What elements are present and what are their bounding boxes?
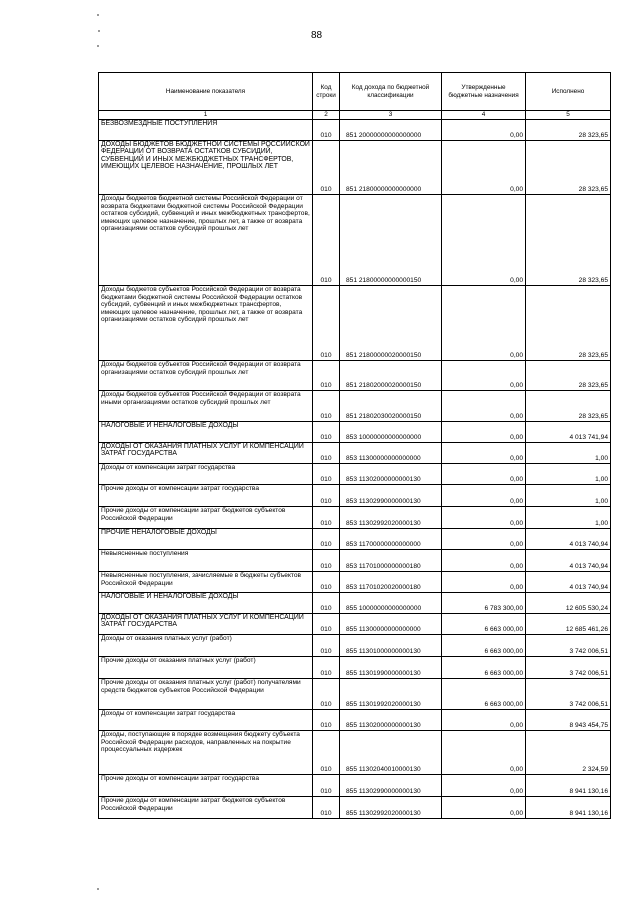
approved-amount-cell: 0,00 (442, 710, 526, 731)
budget-classification-cell: 855 11301992020000130 (340, 679, 442, 710)
table-row (99, 614, 611, 635)
budget-classification-cell: 855 11302990000000130 (340, 775, 442, 797)
table-row (99, 635, 611, 657)
executed-amount-cell: 1,00 (526, 485, 611, 507)
approved-amount-cell: 6 663 000,00 (442, 657, 526, 679)
page-number: 88 (310, 30, 323, 41)
indicator-name-cell: Доходы от компенсации затрат государства (99, 710, 313, 731)
line-code-cell: 010 (313, 679, 340, 710)
budget-classification-cell: 851 21800000020000150 (340, 286, 442, 361)
executed-amount-cell: 8 943 454,75 (526, 710, 611, 731)
table-row (99, 443, 611, 464)
indicator-name-cell: Доходы бюджетов субъектов Российской Федерации от возврата бюджетами бюджетной системы Российской Федерации остатков субсидий, субвенций и иных межбюджетных трансфертов, имеющих целевое назначение, прошлых лет, а также от возврата организациями остатков субсидий прошлых лет (99, 286, 313, 361)
executed-amount-cell: 1,00 (526, 443, 611, 464)
approved-amount-cell: 0,00 (442, 120, 526, 141)
header-indicator-name: Наименование показателя (99, 73, 313, 111)
line-code-cell: 010 (313, 485, 340, 507)
budget-classification-cell: 853 11700000000000000 (340, 529, 442, 550)
indicator-name-cell: БЕЗВОЗМЕЗДНЫЕ ПОСТУПЛЕНИЯ (99, 120, 313, 141)
budget-classification-cell: 855 11302000000000130 (340, 710, 442, 731)
table-body (99, 120, 611, 819)
indicator-name-cell: ДОХОДЫ ОТ ОКАЗАНИЯ ПЛАТНЫХ УСЛУГ И КОМПЕНСАЦИИ ЗАТРАТ ГОСУДАРСТВА (99, 443, 313, 464)
line-code-cell: 010 (313, 195, 340, 286)
table-row (99, 361, 611, 391)
table-row (99, 572, 611, 593)
indicator-name-cell: Прочие доходы от компенсации затрат бюджетов субъектов Российской Федерации (99, 797, 313, 819)
indicator-name-cell: НАЛОГОВЫЕ И НЕНАЛОГОВЫЕ ДОХОДЫ (99, 422, 313, 443)
executed-amount-cell: 3 742 006,51 (526, 657, 611, 679)
line-code-cell: 010 (313, 593, 340, 614)
budget-classification-cell: 853 11302000000000130 (340, 464, 442, 485)
budget-classification-cell: 855 11300000000000000 (340, 614, 442, 635)
budget-classification-cell: 853 11302992020000130 (340, 507, 442, 529)
executed-amount-cell: 4 013 740,94 (526, 572, 611, 593)
approved-amount-cell: 6 663 000,00 (442, 679, 526, 710)
line-code-cell: 010 (313, 614, 340, 635)
scan-speck (97, 888, 99, 890)
line-code-cell: 010 (313, 550, 340, 572)
indicator-name-cell: Доходы бюджетов бюджетной системы Российской Федерации от возврата бюджетами бюджетной системы Российской Федерации остатков субсидий, субвенций и иных межбюджетных трансфертов, имеющих целевое назначение, прошлых лет, а также от возврата организациями остатков субсидий прошлых лет (99, 195, 313, 286)
line-code-cell: 010 (313, 391, 340, 422)
indicator-name-cell: Доходы, поступающие в порядке возмещения бюджету субъекта Российской Федерации расходов, направленных на покрытие процессуальных издержек (99, 731, 313, 775)
budget-classification-cell: 851 21800000000000000 (340, 141, 442, 195)
approved-amount-cell: 0,00 (442, 141, 526, 195)
executed-amount-cell: 12 685 461,26 (526, 614, 611, 635)
line-code-cell: 010 (313, 286, 340, 361)
scan-speck (97, 14, 99, 16)
indicator-name-cell: ДОХОДЫ ОТ ОКАЗАНИЯ ПЛАТНЫХ УСЛУГ И КОМПЕНСАЦИИ ЗАТРАТ ГОСУДАРСТВА (99, 614, 313, 635)
line-code-cell: 010 (313, 529, 340, 550)
executed-amount-cell: 3 742 006,51 (526, 679, 611, 710)
header-approved-appropriations: Утвержденные бюджетные назначения (442, 73, 526, 111)
table-row (99, 593, 611, 614)
table-header-row (99, 73, 611, 111)
table-row (99, 286, 611, 361)
table-row (99, 422, 611, 443)
indicator-name-cell: Невыясненные поступления, зачисляемые в бюджеты субъектов Российской Федерации (99, 572, 313, 593)
scan-speck (98, 30, 100, 32)
executed-amount-cell: 4 013 741,94 (526, 422, 611, 443)
budget-classification-cell: 851 21800000000000150 (340, 195, 442, 286)
indicator-name-cell: Прочие доходы от оказания платных услуг (работ) получателями средств бюджетов субъектов Российской Федерации (99, 679, 313, 710)
approved-amount-cell: 0,00 (442, 195, 526, 286)
indicator-name-cell: Прочие доходы от компенсации затрат государства (99, 775, 313, 797)
approved-amount-cell: 6 663 000,00 (442, 635, 526, 657)
approved-amount-cell: 0,00 (442, 797, 526, 819)
table-row (99, 529, 611, 550)
budget-classification-cell: 851 20000000000000000 (340, 120, 442, 141)
column-number: 3 (340, 111, 442, 120)
table-row (99, 775, 611, 797)
column-number: 4 (442, 111, 526, 120)
line-code-cell: 010 (313, 141, 340, 195)
budget-classification-cell: 853 11701000000000180 (340, 550, 442, 572)
budget-classification-cell: 855 11301000000000130 (340, 635, 442, 657)
approved-amount-cell: 0,00 (442, 361, 526, 391)
executed-amount-cell: 28 323,65 (526, 361, 611, 391)
line-code-cell: 010 (313, 361, 340, 391)
budget-classification-cell: 855 11302040010000130 (340, 731, 442, 775)
indicator-name-cell: Доходы от компенсации затрат государства (99, 464, 313, 485)
table-row (99, 657, 611, 679)
column-number: 2 (313, 111, 340, 120)
budget-classification-cell: 853 11300000000000000 (340, 443, 442, 464)
approved-amount-cell: 0,00 (442, 550, 526, 572)
approved-amount-cell: 0,00 (442, 731, 526, 775)
line-code-cell: 010 (313, 443, 340, 464)
table-row (99, 797, 611, 819)
line-code-cell: 010 (313, 731, 340, 775)
table-row (99, 391, 611, 422)
executed-amount-cell: 28 323,65 (526, 286, 611, 361)
header-executed: Исполнено (526, 73, 611, 111)
line-code-cell: 010 (313, 635, 340, 657)
scan-speck (97, 45, 99, 47)
table-row (99, 731, 611, 775)
line-code-cell: 010 (313, 464, 340, 485)
budget-classification-cell: 853 10000000000000000 (340, 422, 442, 443)
line-code-cell: 010 (313, 775, 340, 797)
executed-amount-cell: 28 323,65 (526, 195, 611, 286)
indicator-name-cell: Доходы бюджетов субъектов Российской Федерации от возврата иными организациями остатков субсидий прошлых лет (99, 391, 313, 422)
executed-amount-cell: 2 324,59 (526, 731, 611, 775)
approved-amount-cell: 6 663 000,00 (442, 614, 526, 635)
indicator-name-cell: Прочие доходы от оказания платных услуг (работ) (99, 657, 313, 679)
table-row (99, 195, 611, 286)
executed-amount-cell: 1,00 (526, 464, 611, 485)
executed-amount-cell: 4 013 740,94 (526, 529, 611, 550)
executed-amount-cell: 12 605 530,24 (526, 593, 611, 614)
indicator-name-cell: Доходы бюджетов субъектов Российской Федерации от возврата организациями остатков субсидий прошлых лет (99, 361, 313, 391)
executed-amount-cell: 8 941 130,16 (526, 797, 611, 819)
indicator-name-cell: Доходы от оказания платных услуг (работ) (99, 635, 313, 657)
budget-classification-cell: 855 10000000000000000 (340, 593, 442, 614)
executed-amount-cell: 28 323,65 (526, 120, 611, 141)
indicator-name-cell: ПРОЧИЕ НЕНАЛОГОВЫЕ ДОХОДЫ (99, 529, 313, 550)
approved-amount-cell: 0,00 (442, 464, 526, 485)
approved-amount-cell: 0,00 (442, 422, 526, 443)
indicator-name-cell: Прочие доходы от компенсации затрат бюджетов субъектов Российской Федерации (99, 507, 313, 529)
budget-classification-cell: 851 21802000020000150 (340, 361, 442, 391)
approved-amount-cell: 0,00 (442, 485, 526, 507)
column-number: 5 (526, 111, 611, 120)
executed-amount-cell: 3 742 006,51 (526, 635, 611, 657)
table-row (99, 679, 611, 710)
line-code-cell: 010 (313, 657, 340, 679)
line-code-cell: 010 (313, 422, 340, 443)
approved-amount-cell: 6 783 300,00 (442, 593, 526, 614)
executed-amount-cell: 4 013 740,94 (526, 550, 611, 572)
table-row (99, 485, 611, 507)
indicator-name-cell: ДОХОДЫ БЮДЖЕТОВ БЮДЖЕТНОЙ СИСТЕМЫ РОССИЙСКОЙ ФЕДЕРАЦИИ ОТ ВОЗВРАТА ОСТАТКОВ СУБСИДИЙ, СУБВЕНЦИЙ И ИНЫХ МЕЖБЮДЖЕТНЫХ ТРАНСФЕРТОВ, ИМЕЮЩИХ ЦЕЛЕВОЕ НАЗНАЧЕНИЕ, ПРОШЛЫХ ЛЕТ (99, 141, 313, 195)
revenue-table (98, 72, 611, 819)
approved-amount-cell: 0,00 (442, 443, 526, 464)
indicator-name-cell: НАЛОГОВЫЕ И НЕНАЛОГОВЫЕ ДОХОДЫ (99, 593, 313, 614)
budget-classification-cell: 853 11302990000000130 (340, 485, 442, 507)
header-budget-classification: Код дохода по бюджетной классификации (340, 73, 442, 111)
indicator-name-cell: Невыясненные поступления (99, 550, 313, 572)
approved-amount-cell: 0,00 (442, 572, 526, 593)
table-row (99, 141, 611, 195)
budget-classification-cell: 855 11302992020000130 (340, 797, 442, 819)
table-row (99, 550, 611, 572)
table-row (99, 464, 611, 485)
executed-amount-cell: 28 323,65 (526, 141, 611, 195)
approved-amount-cell: 0,00 (442, 775, 526, 797)
line-code-cell: 010 (313, 710, 340, 731)
budget-classification-cell: 853 11701020020000180 (340, 572, 442, 593)
header-line-code: Код строки (313, 73, 340, 111)
budget-classification-cell: 855 11301990000000130 (340, 657, 442, 679)
executed-amount-cell: 8 941 130,16 (526, 775, 611, 797)
approved-amount-cell: 0,00 (442, 391, 526, 422)
column-number: 1 (99, 111, 313, 120)
approved-amount-cell: 0,00 (442, 507, 526, 529)
line-code-cell: 010 (313, 572, 340, 593)
budget-classification-cell: 851 21802030020000150 (340, 391, 442, 422)
approved-amount-cell: 0,00 (442, 529, 526, 550)
line-code-cell: 010 (313, 120, 340, 141)
line-code-cell: 010 (313, 797, 340, 819)
executed-amount-cell: 1,00 (526, 507, 611, 529)
table-row (99, 710, 611, 731)
approved-amount-cell: 0,00 (442, 286, 526, 361)
executed-amount-cell: 28 323,65 (526, 391, 611, 422)
column-number-row (99, 111, 611, 120)
indicator-name-cell: Прочие доходы от компенсации затрат государства (99, 485, 313, 507)
table-row (99, 507, 611, 529)
table-row (99, 120, 611, 141)
line-code-cell: 010 (313, 507, 340, 529)
